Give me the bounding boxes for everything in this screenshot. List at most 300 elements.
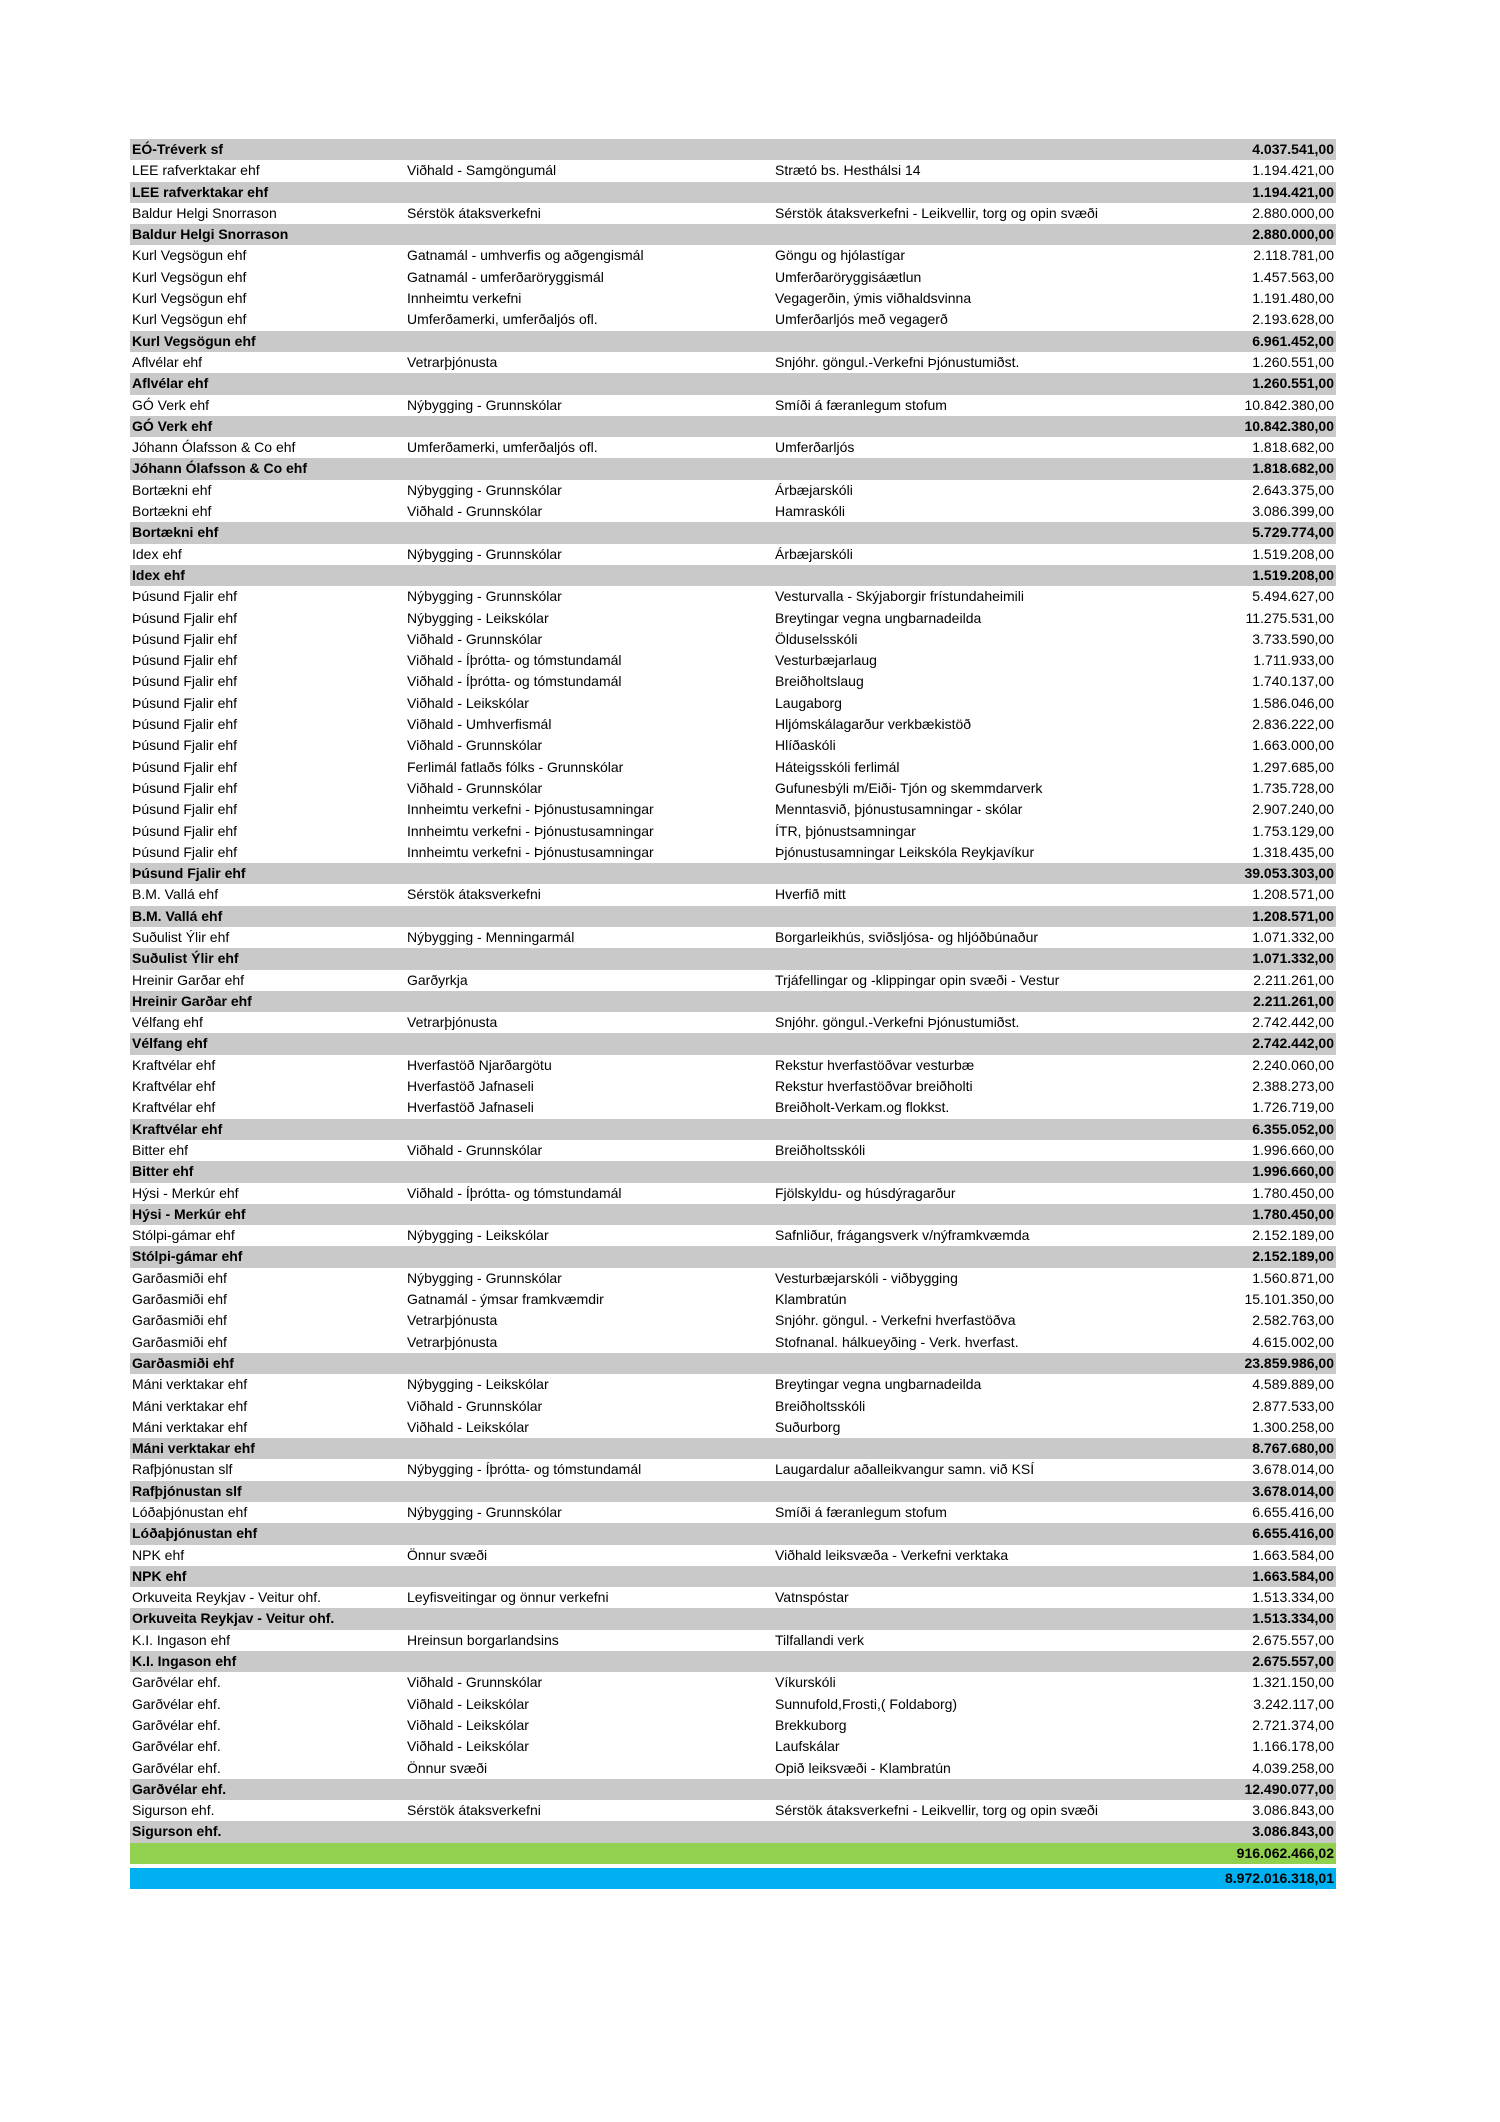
table-row	[130, 629, 1336, 650]
project-cell: Smíði á færanlegum stofum	[775, 1504, 947, 1520]
contractor-cell: Stólpi-gámar ehf	[132, 1227, 235, 1244]
project-cell: Stofnanal. hálkueyðing - Verk. hverfast.	[775, 1333, 1019, 1350]
contractor-cell: Þúsund Fjalir ehf	[132, 716, 238, 733]
contractor-cell: Kraftvélar ehf	[132, 1056, 216, 1073]
amount-cell: 1.586.046,00	[1252, 694, 1334, 711]
contractor-cell: Þúsund Fjalir ehf	[132, 779, 238, 796]
contractor-cell: Þúsund Fjalir ehf	[132, 865, 246, 882]
amount-cell: 2.118.781,00	[1253, 247, 1334, 264]
category-cell: Viðhald - Grunnskólar	[407, 737, 543, 754]
category-cell: Nýbygging - Leikskólar	[407, 1376, 549, 1393]
project-cell: Umferðarljós	[775, 439, 855, 456]
category-cell: Nýbygging - Grunnskólar	[407, 481, 562, 498]
category-cell	[405, 458, 773, 479]
category-cell	[405, 1608, 773, 1629]
amount-cell: 1.996.660,00	[1252, 1163, 1334, 1180]
table-row	[130, 608, 1336, 629]
table-row	[130, 778, 1336, 799]
project-cell	[773, 1843, 1141, 1864]
amount-cell: 3.733.590,00	[1252, 630, 1334, 647]
contractor-cell: Kraftvélar ehf	[132, 1099, 216, 1116]
project-cell	[773, 139, 1141, 160]
contractor-cell: Þúsund Fjalir ehf	[132, 758, 238, 775]
category-cell: Innheimtu verkefni - Þjónustusamningar	[407, 843, 654, 860]
project-cell	[773, 1246, 1141, 1267]
table-row	[130, 437, 1336, 458]
subtotal-row	[130, 182, 1336, 203]
contractor-cell: Máni verktakar ehf	[132, 1440, 255, 1457]
project-cell	[773, 1523, 1141, 1544]
contractor-cell: Bortækni ehf	[132, 503, 212, 520]
contractor-cell: Máni verktakar ehf	[132, 1418, 248, 1435]
amount-cell: 2.211.261,00	[1253, 971, 1334, 988]
category-cell	[405, 1651, 773, 1672]
category-cell: Sérstök átaksverkefni	[407, 1802, 541, 1819]
project-cell: ÍTR, þjónustsamningar	[775, 822, 916, 839]
amount-cell: 1.818.682,00	[1252, 439, 1334, 456]
table-row	[130, 480, 1336, 501]
table-row	[130, 1332, 1336, 1353]
project-cell	[773, 416, 1141, 437]
subtotal-row	[130, 373, 1336, 394]
project-cell: Gufunesbýli m/Eiði- Tjón og skemmdarverk	[775, 779, 1043, 796]
subtotal-row	[130, 1779, 1336, 1800]
contractor-cell: Bitter ehf	[132, 1141, 189, 1158]
category-cell	[405, 1161, 773, 1182]
category-cell: Innheimtu verkefni - Þjónustusamningar	[407, 822, 654, 839]
contractor-cell: Garðvélar ehf.	[132, 1716, 221, 1733]
amount-cell: 5.729.774,00	[1252, 524, 1334, 541]
project-cell: Sunnufold,Frosti,( Foldaborg)	[775, 1695, 958, 1712]
project-cell: Safnliður, frágangsverk v/nýframkvæmda	[775, 1227, 1030, 1244]
project-cell: Vatnspóstar	[775, 1589, 849, 1606]
category-cell: Nýbygging - Grunnskólar	[407, 545, 562, 562]
amount-cell: 6.655.416,00	[1252, 1504, 1334, 1520]
project-cell: Suðurborg	[775, 1418, 841, 1435]
project-cell: Göngu og hjólastígar	[775, 247, 905, 264]
grand-total-row	[130, 1843, 1336, 1864]
subtotal-row	[130, 1438, 1336, 1459]
category-cell: Gatnamál - ýmsar framkvæmdir	[407, 1291, 604, 1308]
amount-cell: 3.086.399,00	[1252, 503, 1334, 520]
amount-cell: 4.037.541,00	[1252, 141, 1334, 157]
project-cell: Trjáfellingar og -klippingar opin svæði - Vestur	[775, 971, 1060, 988]
amount-cell: 1.208.571,00	[1252, 886, 1334, 903]
amount-cell: 1.726.719,00	[1252, 1099, 1334, 1116]
category-cell	[405, 139, 773, 160]
category-cell: Viðhald - Grunnskólar	[407, 1397, 543, 1414]
category-cell	[405, 1246, 773, 1267]
category-cell: Garðyrkja	[407, 971, 468, 988]
amount-cell: 1.071.332,00	[1252, 950, 1334, 967]
project-cell: Umferðaröryggisáætlun	[775, 268, 922, 285]
contractor-cell: K.I. Ingason ehf	[132, 1631, 231, 1648]
amount-cell: 6.655.416,00	[1252, 1525, 1334, 1542]
table-row	[130, 1183, 1336, 1204]
contractor-cell: Garðasmiði ehf	[132, 1291, 227, 1308]
project-cell: Umferðarljós með vegagerð	[775, 311, 948, 328]
table-row	[130, 1225, 1336, 1246]
contractor-cell: NPK ehf	[132, 1567, 187, 1584]
amount-cell: 1.318.435,00	[1252, 843, 1334, 860]
contractor-cell: Bortækni ehf	[132, 481, 212, 498]
category-cell: Hverfastöð Jafnaseli	[407, 1078, 534, 1095]
category-cell: Hverfastöð Njarðargötu	[407, 1056, 552, 1073]
amount-cell: 2.240.060,00	[1252, 1056, 1334, 1073]
table-row	[130, 352, 1336, 373]
amount-cell: 2.675.557,00	[1252, 1653, 1334, 1670]
amount-cell: 2.721.374,00	[1252, 1716, 1334, 1733]
table-row	[130, 1672, 1336, 1693]
subtotal-row	[130, 948, 1336, 969]
project-cell	[773, 1566, 1141, 1587]
category-cell	[405, 1843, 773, 1864]
subtotal-row	[130, 1119, 1336, 1140]
category-cell: Gatnamál - umferðaröryggismál	[407, 268, 604, 285]
contractor-cell: Þúsund Fjalir ehf	[132, 673, 238, 690]
project-cell: Árbæjarskóli	[775, 481, 853, 498]
table-row	[130, 1396, 1336, 1417]
project-cell: Klambratún	[775, 1291, 847, 1308]
amount-cell: 2.152.189,00	[1252, 1227, 1334, 1244]
contractor-cell: Sigurson ehf.	[132, 1823, 222, 1840]
category-cell: Önnur svæði	[407, 1759, 488, 1776]
contractor-cell: Kraftvélar ehf	[132, 1078, 216, 1095]
contractor-cell: Kurl Vegsögun ehf	[132, 311, 247, 328]
project-cell	[773, 948, 1141, 969]
contractor-cell: Idex ehf	[132, 566, 185, 583]
project-cell: Breiðholtsskóli	[775, 1397, 866, 1414]
contractor-cell: Vélfang ehf	[132, 1014, 203, 1031]
project-cell	[773, 1353, 1141, 1374]
contractor-cell: Kurl Vegsögun ehf	[132, 290, 247, 307]
category-cell: Viðhald - Leikskólar	[407, 1738, 529, 1755]
amount-cell: 1.321.150,00	[1252, 1674, 1334, 1691]
project-cell: Hamraskóli	[775, 503, 846, 520]
amount-cell: 3.086.843,00	[1252, 1823, 1334, 1840]
project-cell	[773, 373, 1141, 394]
category-cell: Nýbygging - Grunnskólar	[407, 1504, 562, 1520]
table-row	[130, 1736, 1336, 1757]
contractor-cell: Þúsund Fjalir ehf	[132, 630, 238, 647]
category-cell: Viðhald - Grunnskólar	[407, 779, 543, 796]
project-cell: Hlíðaskóli	[775, 737, 836, 754]
category-cell	[405, 1353, 773, 1374]
category-cell: Viðhald - Leikskólar	[407, 1695, 529, 1712]
table-row	[130, 1055, 1336, 1076]
amount-cell: 1.780.450,00	[1252, 1184, 1334, 1201]
amount-cell: 8.767.680,00	[1252, 1440, 1334, 1457]
table-row	[130, 1758, 1336, 1779]
project-cell: Vegagerðin, ýmis viðhaldsvinna	[775, 290, 972, 307]
project-cell	[773, 1779, 1141, 1800]
amount-cell: 1.300.258,00	[1252, 1418, 1334, 1435]
project-cell: Hljómskálagarður verkbækistöð	[775, 716, 972, 733]
table-row	[130, 970, 1336, 991]
subtotal-row	[130, 565, 1336, 586]
amount-cell: 11.275.531,00	[1245, 609, 1334, 626]
category-cell	[405, 1119, 773, 1140]
table-row	[130, 245, 1336, 266]
amount-cell: 10.842.380,00	[1244, 417, 1334, 434]
category-cell	[405, 948, 773, 969]
category-cell: Leyfisveitingar og önnur verkefni	[407, 1589, 609, 1606]
project-cell: Smíði á færanlegum stofum	[775, 396, 947, 413]
amount-cell: 4.589.889,00	[1252, 1376, 1334, 1393]
project-cell: Laufskálar	[775, 1738, 840, 1755]
category-cell	[405, 1438, 773, 1459]
contractor-cell: Kurl Vegsögun ehf	[132, 268, 247, 285]
contractor-cell: Máni verktakar ehf	[132, 1397, 248, 1414]
contractor-cell: NPK ehf	[132, 1546, 185, 1563]
amount-cell: 1.194.421,00	[1252, 162, 1334, 179]
category-cell	[405, 331, 773, 352]
category-cell	[405, 863, 773, 884]
contractor-cell: Vélfang ehf	[132, 1035, 208, 1052]
table-row	[130, 693, 1336, 714]
contractor-cell: Þúsund Fjalir ehf	[132, 737, 238, 754]
category-cell: Önnur svæði	[407, 1546, 488, 1563]
project-cell: Borgarleikhús, sviðsljósa- og hljóðbúnaður	[775, 928, 1039, 945]
category-cell: Nýbygging - Grunnskólar	[407, 396, 562, 413]
contractor-cell: Kurl Vegsögun ehf	[132, 332, 256, 349]
project-cell: Þjónustusamningar Leikskóla Reykjavíkur	[775, 843, 1035, 860]
contractor-cell: Þúsund Fjalir ehf	[132, 652, 238, 669]
project-cell	[773, 1868, 1141, 1889]
project-cell	[773, 182, 1141, 203]
subtotal-row	[130, 991, 1336, 1012]
contractor-cell: EÓ-Tréverk sf	[132, 141, 224, 157]
project-cell: Laugardalur aðalleikvangur samn. við KSÍ	[775, 1461, 1035, 1478]
category-cell: Sérstök átaksverkefni	[407, 204, 541, 221]
project-cell	[773, 1119, 1141, 1140]
amount-cell: 1.780.450,00	[1252, 1205, 1334, 1222]
table-row	[130, 1140, 1336, 1161]
category-cell: Umferðamerki, umferðaljós ofl.	[407, 439, 598, 456]
contractor-cell: Hýsi - Merkúr ehf	[132, 1184, 239, 1201]
table-row	[130, 884, 1336, 905]
category-cell	[405, 1204, 773, 1225]
category-cell: Viðhald - Leikskólar	[407, 1716, 529, 1733]
project-cell: Háteigsskóli ferlimál	[775, 758, 900, 775]
table-row	[130, 1417, 1336, 1438]
project-cell: Hverfið mitt	[775, 886, 846, 903]
project-cell	[773, 1651, 1141, 1672]
category-cell: Vetrarþjónusta	[407, 1014, 498, 1031]
category-cell	[405, 1779, 773, 1800]
contractor-cell: Þúsund Fjalir ehf	[132, 801, 238, 818]
project-cell	[773, 1204, 1141, 1225]
contractor-cell: B.M. Vallá ehf	[132, 886, 219, 903]
subtotal-row	[130, 458, 1336, 479]
category-cell: Nýbygging - Íþrótta- og tómstundamál	[407, 1461, 642, 1478]
category-cell	[405, 1523, 773, 1544]
table-row	[130, 1545, 1336, 1566]
contractor-cell: Þúsund Fjalir ehf	[132, 843, 238, 860]
contractor-cell: Hýsi - Merkúr ehf	[132, 1205, 246, 1222]
amount-cell: 1.663.584,00	[1252, 1567, 1334, 1584]
amount-cell: 2.880.000,00	[1252, 204, 1334, 221]
contractor-cell: Rafþjónustan slf	[132, 1461, 233, 1478]
contractor-cell: GÓ Verk ehf	[132, 417, 213, 434]
project-cell: Viðhald leiksvæða - Verkefni verktaka	[775, 1546, 1009, 1563]
project-cell: Rekstur hverfastöðvar vesturbæ	[775, 1056, 975, 1073]
category-cell: Ferlimál fatlaðs fólks - Grunnskólar	[407, 758, 624, 775]
project-cell: Breytingar vegna ungbarnadeilda	[775, 609, 982, 626]
table-row	[130, 1587, 1336, 1608]
project-cell: Breiðholtslaug	[775, 673, 864, 690]
contractor-cell: Þúsund Fjalir ehf	[132, 609, 238, 626]
amount-cell: 39.053.303,00	[1244, 865, 1334, 882]
project-cell: Árbæjarskóli	[775, 545, 853, 562]
amount-cell: 1.513.334,00	[1252, 1589, 1334, 1606]
table-row	[130, 501, 1336, 522]
amount-cell: 1.297.685,00	[1252, 758, 1334, 775]
contractor-cell: Garðasmiði ehf	[132, 1333, 227, 1350]
category-cell: Vetrarþjónusta	[407, 353, 498, 370]
category-cell: Hverfastöð Jafnaseli	[407, 1099, 534, 1116]
category-cell: Innheimtu verkefni	[407, 290, 522, 307]
table-row	[130, 288, 1336, 309]
category-cell: Vetrarþjónusta	[407, 1333, 498, 1350]
category-cell: Hreinsun borgarlandsins	[407, 1631, 559, 1648]
table-row	[130, 1289, 1336, 1310]
category-cell: Viðhald - Íþrótta- og tómstundamál	[407, 652, 622, 669]
amount-cell: 2.877.533,00	[1252, 1397, 1334, 1414]
category-cell: Viðhald - Íþrótta- og tómstundamál	[407, 1184, 622, 1201]
subtotal-row	[130, 1523, 1336, 1544]
amount-cell: 1.735.728,00	[1252, 779, 1334, 796]
amount-cell: 2.211.261,00	[1253, 992, 1334, 1009]
contractor-cell: Jóhann Ólafsson & Co ehf	[132, 460, 308, 477]
contractor-cell: B.M. Vallá ehf	[132, 907, 223, 924]
amount-cell: 1.260.551,00	[1252, 375, 1334, 392]
table-row	[130, 735, 1336, 756]
project-cell: Ölduselsskóli	[775, 630, 858, 647]
project-cell: Laugaborg	[775, 694, 842, 711]
table-row	[130, 799, 1336, 820]
category-cell: Nýbygging - Leikskólar	[407, 609, 549, 626]
amount-cell: 1.560.871,00	[1252, 1269, 1334, 1286]
contractor-payments-table	[130, 139, 1336, 1889]
project-cell	[773, 1033, 1141, 1054]
project-cell: Vesturbæjarskóli - viðbygging	[775, 1269, 958, 1286]
table-row	[130, 927, 1336, 948]
contractor-cell: Þúsund Fjalir ehf	[132, 588, 238, 605]
project-cell	[773, 331, 1141, 352]
category-cell	[405, 1566, 773, 1587]
table-row	[130, 544, 1336, 565]
contractor-cell: Bortækni ehf	[132, 524, 219, 541]
amount-cell: 10.842.380,00	[1244, 396, 1334, 413]
project-cell: Vesturbæjarlaug	[775, 652, 877, 669]
contractor-cell: Garðvélar ehf.	[132, 1759, 221, 1776]
table-row	[130, 267, 1336, 288]
subtotal-row	[130, 1161, 1336, 1182]
contractor-cell: Rafþjónustan slf	[132, 1482, 242, 1499]
table-row	[130, 842, 1336, 863]
subtotal-row	[130, 1353, 1336, 1374]
amount-cell: 12.490.077,00	[1244, 1780, 1334, 1797]
project-cell: Opið leiksvæði - Klambratún	[775, 1759, 951, 1776]
subtotal-row	[130, 522, 1336, 543]
contractor-cell: LEE rafverktakar ehf	[132, 183, 269, 200]
category-cell	[405, 991, 773, 1012]
contractor-cell: Garðvélar ehf.	[132, 1738, 221, 1755]
amount-cell: 2.388.273,00	[1252, 1078, 1334, 1095]
table-row	[130, 1012, 1336, 1033]
contractor-cell: Kraftvélar ehf	[132, 1120, 223, 1137]
contractor-cell: Garðvélar ehf.	[132, 1695, 221, 1712]
project-cell	[773, 991, 1141, 1012]
table-row	[130, 160, 1336, 181]
category-cell	[405, 1868, 773, 1889]
contractor-cell: Suðulist Ýlir ehf	[132, 950, 239, 967]
amount-cell: 2.742.442,00	[1252, 1014, 1334, 1031]
amount-cell: 916.062.466,02	[1236, 1844, 1334, 1861]
table-row	[130, 714, 1336, 735]
project-cell	[773, 224, 1141, 245]
category-cell: Nýbygging - Menningarmál	[407, 928, 575, 945]
contractor-cell: GÓ Verk ehf	[132, 396, 210, 413]
project-cell: Sérstök átaksverkefni - Leikvellir, torg og opin svæði	[775, 204, 1098, 221]
contractor-cell: Garðasmiði ehf	[132, 1354, 234, 1371]
subtotal-row	[130, 1651, 1336, 1672]
amount-cell: 1.194.421,00	[1252, 183, 1334, 200]
subtotal-row	[130, 1033, 1336, 1054]
category-cell: Nýbygging - Grunnskólar	[407, 588, 562, 605]
contractor-cell: Sigurson ehf.	[132, 1802, 215, 1819]
category-cell: Sérstök átaksverkefni	[407, 886, 541, 903]
contractor-cell: Aflvélar ehf	[132, 375, 209, 392]
amount-cell: 8.972.016.318,01	[1225, 1870, 1334, 1887]
table-row	[130, 203, 1336, 224]
project-cell	[773, 1161, 1141, 1182]
project-cell: Rekstur hverfastöðvar breiðholti	[775, 1078, 973, 1095]
project-cell: Snjóhr. göngul. - Verkefni hverfastöðva	[775, 1312, 1016, 1329]
contractor-cell: Suðulist Ýlir ehf	[132, 928, 230, 945]
project-cell: Fjölskyldu- og húsdýragarður	[775, 1184, 956, 1201]
contractor-cell: Hreinir Garðar ehf	[132, 992, 252, 1009]
table-row	[130, 821, 1336, 842]
table-row	[130, 1097, 1336, 1118]
amount-cell: 1.260.551,00	[1252, 353, 1334, 370]
amount-cell: 5.494.627,00	[1252, 588, 1334, 605]
category-cell: Nýbygging - Leikskólar	[407, 1227, 549, 1244]
project-cell: Breytingar vegna ungbarnadeilda	[775, 1376, 982, 1393]
project-cell: Víkurskóli	[775, 1674, 836, 1691]
table-row	[130, 671, 1336, 692]
amount-cell: 3.678.014,00	[1252, 1482, 1334, 1499]
category-cell: Nýbygging - Grunnskólar	[407, 1269, 562, 1286]
contractor-cell: Lóðaþjónustan ehf	[132, 1525, 258, 1542]
table-row	[130, 757, 1336, 778]
category-cell	[405, 373, 773, 394]
amount-cell: 1.513.334,00	[1252, 1610, 1334, 1627]
contractor-cell	[130, 1868, 405, 1889]
contractor-cell: Garðasmiði ehf	[132, 1269, 227, 1286]
subtotal-row	[130, 224, 1336, 245]
category-cell: Viðhald - Íþrótta- og tómstundamál	[407, 673, 622, 690]
project-cell: Vesturvalla - Skýjaborgir frístundaheimili	[775, 588, 1024, 605]
category-cell	[405, 416, 773, 437]
amount-cell: 2.643.375,00	[1252, 481, 1334, 498]
project-cell	[773, 863, 1141, 884]
project-cell: Sérstök átaksverkefni - Leikvellir, torg og opin svæði	[775, 1802, 1098, 1819]
category-cell	[405, 1821, 773, 1842]
table-row	[130, 395, 1336, 416]
contractor-cell: Jóhann Ólafsson & Co ehf	[132, 439, 296, 456]
